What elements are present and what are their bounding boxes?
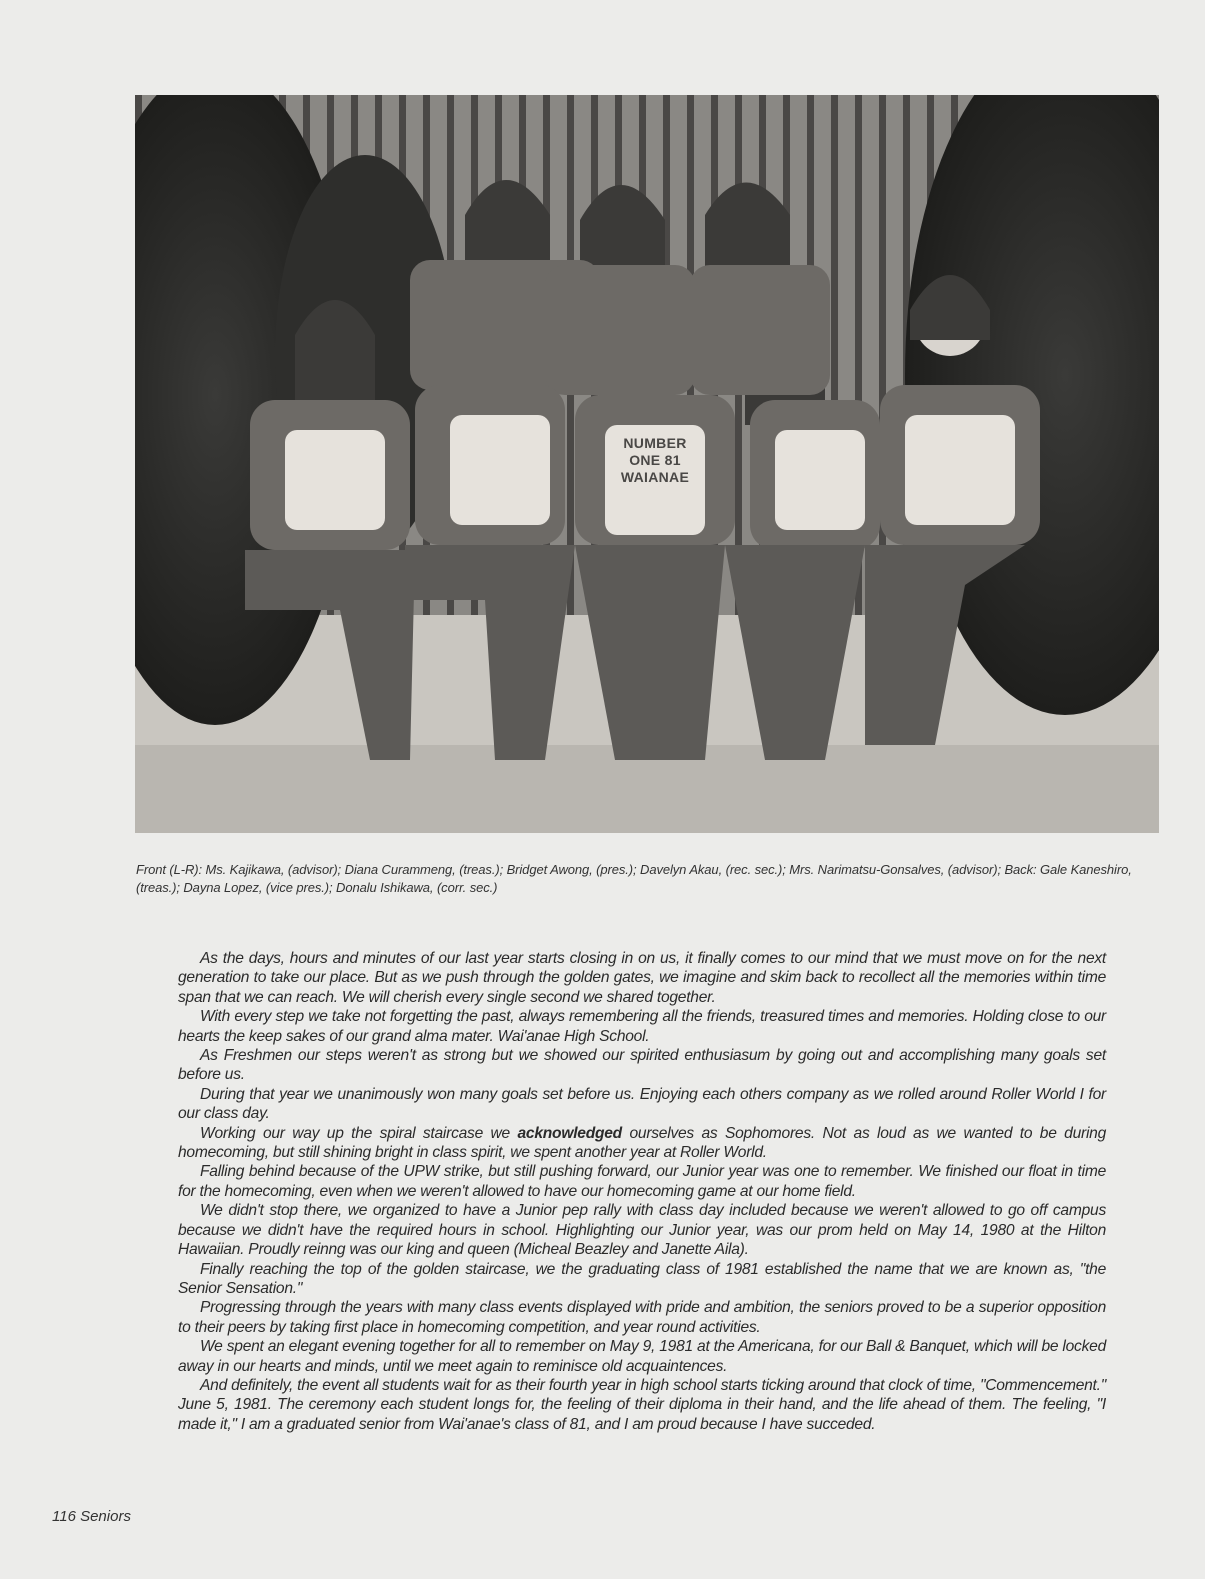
paragraph: Falling behind because of the UPW strike, but still pushing forward, our Junior year was one to remember. We finished our float in time for the homecoming, even when we weren't allowed to have our homecoming game at our home field. bbox=[178, 1163, 1106, 1200]
paragraph: Progressing through the years with many class events displayed with pride and ambition, the seniors proved to be a superior opposition to their peers by taking first place in homecoming competition, and year round activities. bbox=[178, 1299, 1106, 1336]
paragraph: During that year we unanimously won many goals set before us. Enjoying each others company as we rolled around Roller World I for our class day. bbox=[178, 1085, 1106, 1123]
paragraph: And definitely, the event all students wait for as their fourth year in high school starts ticking around that clock of time, "Commencement." June 5, 1981. The ceremony each student longs for, the feeling of their diploma in their hand, and the life ahead of them. The feeling, "I made it," I am a graduated senior from Wai'anae's class of 81, and I am proud because I have succeded. bbox=[178, 1376, 1106, 1433]
text-run: ourselves as Sophomores. Not as loud as we wanted to be during homecoming, but still shining bright in class spirit, we spent another year at Roller World. bbox=[178, 1124, 1106, 1162]
article-body bbox=[178, 949, 1106, 1434]
paragraph: As the days, hours and minutes of our last year starts closing in on us, it finally comes to our mind that we must move on for the next generation to take our place. But as we push through the golden gates, we imagine and skim back to recollect all the memories within time span that we can reach. We will cherish every single second we shared together. bbox=[178, 950, 1106, 1006]
paragraph: We spent an elegant evening together for all to remember on May 9, 1981 at the Americana, for our Ball & Banquet, which will be locked away in our hearts and minds, until we meet again to reminisce old acquaintences. bbox=[178, 1338, 1106, 1375]
paragraph: Finally reaching the top of the golden staircase, we the graduating class of 1981 established the name that we are known as, "the Senior Sensation." bbox=[178, 1260, 1106, 1297]
photo-caption: Front (L-R): Ms. Kajikawa, (advisor); Diana Curammeng, (treas.); Bridget Awong, (pres.); Davelyn Akau, (rec. sec.); Mrs. Narimatsu-Gonsalves, (advisor); Back: Gale Kaneshiro, (treas.); Dayna Lopez, (vice pres.); Donalu Ishikawa, (corr. sec.) bbox=[136, 862, 1132, 895]
page-folio: 116 Seniors bbox=[52, 1508, 131, 1525]
paragraph: With every step we take not forgetting the past, always remembering all the friends, treasured times and memories. Holding close to our hearts the keep sakes of our grand alma mater. Wai'anae High School. bbox=[178, 1008, 1106, 1045]
paragraph: As Freshmen our steps weren't as strong but we showed our spirited enthusiasum by going out and accomplishing many goals set before us. bbox=[178, 1047, 1106, 1084]
paragraph: We didn't stop there, we organized to have a Junior pep rally with class day included because we weren't allowed to go off campus because we didn't have the required hours in school. Highlighting our Junior year, was our prom held on May 14, 1980 at the Hilton Hawaiian. Proudly reinng was our king and queen (Micheal Beazley and Janette Aila). bbox=[178, 1202, 1106, 1259]
paragraph-sophomore bbox=[178, 1124, 1106, 1163]
shirt-print-text: NUMBER ONE 81 WAIANAE bbox=[620, 435, 690, 485]
text-run: Working our way up the spiral staircase we bbox=[200, 1124, 518, 1142]
bold-word: acknowledged bbox=[517, 1124, 622, 1142]
group-photo bbox=[135, 95, 1159, 833]
